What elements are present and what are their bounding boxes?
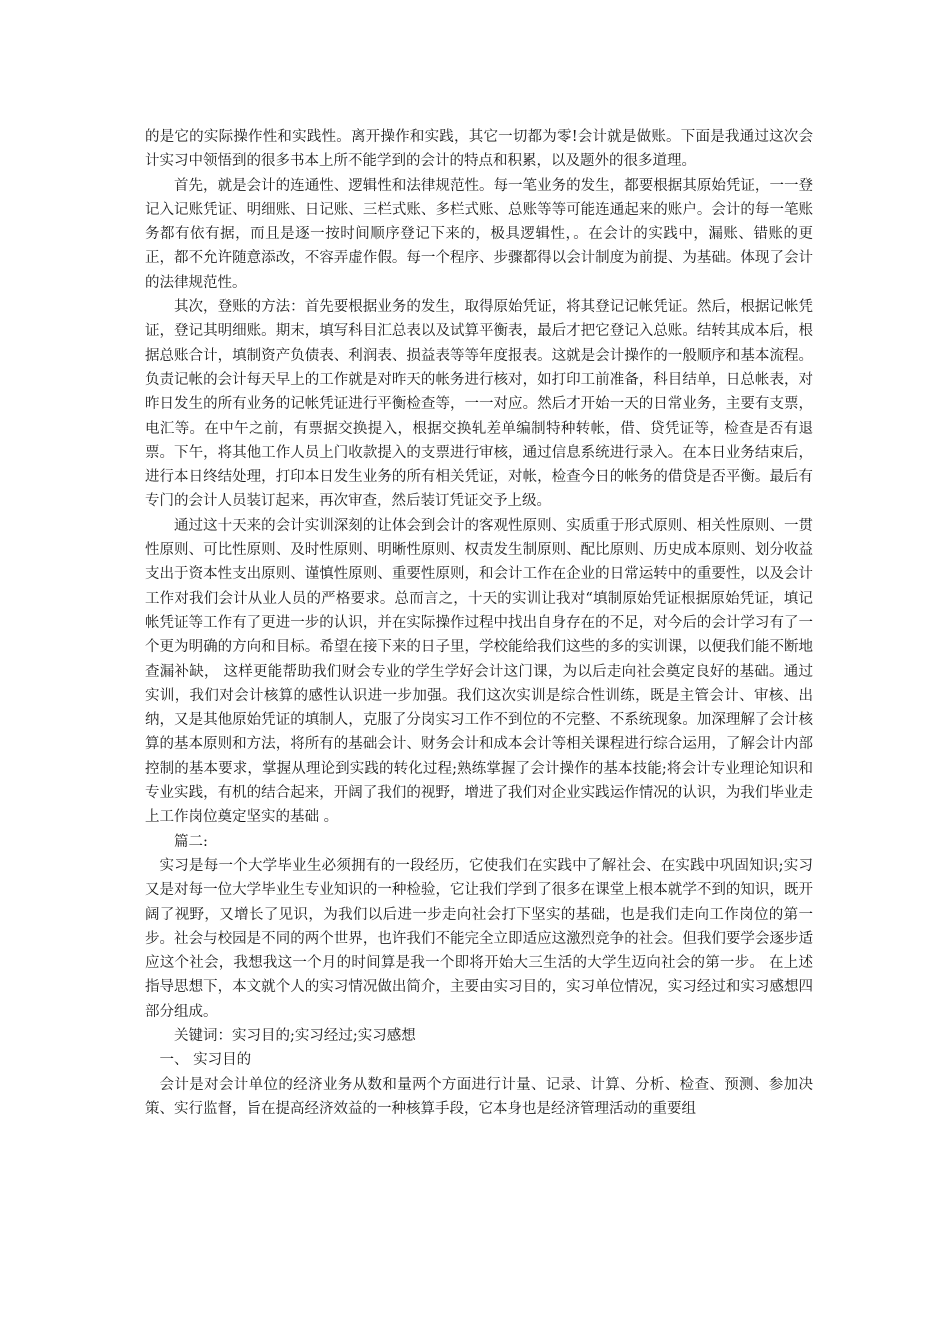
paragraph-intro: 实习是每一个大学毕业生必须拥有的一段经历，它使我们在实践中了解社会、在实践中巩固知识;实习又是对每一位大学毕业生专业知识的一种检验，它让我们学到了很多在课堂上根本就学不到的知识，既开阔了视野，又增长了见识，为我们以后进一步走向社会打下坚实的基础，也是我们走向工作岗位的第一步。社会与校园是不同的两个世界，也许我们不能完全立即适应这激烈竞争的社会。但我们要学会逐步适应这个社会，我想我这一个月的时间算是我一个即将开始大三生活的大学生迈向社会的第一步。 在上述指导思想下，本文就个人的实习情况做出简介，主要由实习目的，实习单位情况，实习经过和实习感想四部分组成。 — [145, 857, 813, 1020]
paragraph-second: 其次，登账的方法：首先要根据业务的发生，取得原始凭证，将其登记记帐凭证。然后，根据记帐凭证，登记其明细账。期末，填写科目汇总表以及试算平衡表，最后才把它登记入总账。结转其成本后，根据总账合计，填制资产负债表、利润表、损益表等等年度报表。这就是会计操作的一般顺序和基本流程。负责记帐的会计每天早上的工作就是对昨天的帐务进行核对，如打印工前准备，科目结单，日总帐表，对昨日发生的所有业务的记帐凭证进行平衡检查等，一一对应。然后才开始一天的日常业务，主要有支票，电汇等。在中午之前，有票据交换提入，根据交换轧差单编制特种转帐，借、贷凭证等，检查是否有退票。下午，将其他工作人员上门收款提入的支票进行审核，通过信息系统进行录入。在本日业务结束后，进行本日终结处理，打印本日发生业务的所有相关凭证，对帐，检查今日的帐务的借贷是否平衡。最后有专门的会计人员装订起来，再次审查，然后装订凭证交予上级。 — [145, 299, 813, 510]
section-heading-purpose: 一、 实习目的 — [159, 1052, 252, 1069]
keywords-line: 关键词：实习目的;实习经过;实习感想 — [174, 1027, 416, 1044]
paragraph-accounting-definition: 会计是对会计单位的经济业务从数和量两个方面进行计量、记录、计算、分析、检查、预测、参加决策、实行监督，旨在提高经济效益的一种核算手段，它本身也是经济管理活动的重要组 — [145, 1076, 813, 1117]
section-heading-part-two: 篇二: — [174, 833, 208, 850]
paragraph-continuation: 的是它的实际操作性和实践性。离开操作和实践，其它一切都为零!会计就是做账。下面是我通过这次会计实习中领悟到的很多书本上所不能学到的会计的特点和积累，以及题外的很多道理。 — [145, 129, 813, 170]
paragraph-first: 首先，就是会计的连通性、逻辑性和法律规范性。每一笔业务的发生，都要根据其原始凭证，一一登记入记账凭证、明细账、日记账、三栏式账、多栏式账、总账等等可能连通起来的账户。会计的每一笔账务都有依有据，而且是逐一按时间顺序登记下来的，极具逻辑性，。在会计的实践中，漏账、错账的更正，都不允许随意添改，不容弄虚作假。每一个程序、步骤都得以会计制度为前提、为基础。体现了会计的法律规范性。 — [145, 177, 813, 291]
paragraph-summary: 通过这十天来的会计实训深刻的让体会到会计的客观性原则、实质重于形式原则、相关性原则、一贯性原则、可比性原则、及时性原则、明晰性原则、权责发生制原则、配比原则、历史成本原则、划分收益支出于资本性支出原则、谨慎性原则、重要性原则，和会计工作在企业的日常运转中的重要性，以及会计工作对我们会计从业人员的严格要求。总而言之，十天的实训让我对“填制原始凭证根据原始凭证，填记帐凭证等工作有了更进一步的认识，并在实际操作过程中找出自身存在的不足，对今后的会计学习有了一个更为明确的方向和目标。希望在接下来的日子里，学校能给我们这些的多的实训课，以便我们能不断地查漏补缺， 这样更能帮助我们财会专业的学生学好会计这门课，为以后走向社会奠定良好的基础。通过实训，我们对会计核算的感性认识进一步加强。我们这次实训是综合性训练，既是主管会计、审核、出纳，又是其他原始凭证的填制人，克服了分岗实习工作不到位的不完整、不系统现象。加深理解了会计核算的基本原则和方法，将所有的基础会计、财务会计和成本会计等相关课程进行综合运用，了解会计内部控制的基本要求，掌握从理论到实践的转化过程;熟练掌握了会计操作的基本技能;将会计专业理论知识和专业实践，有机的结合起来，开阔了我们的视野，增进了我们对企业实践运作情况的认识，为我们毕业走上工作岗位奠定坚实的基础 。 — [145, 517, 813, 826]
document-body — [145, 125, 813, 1121]
